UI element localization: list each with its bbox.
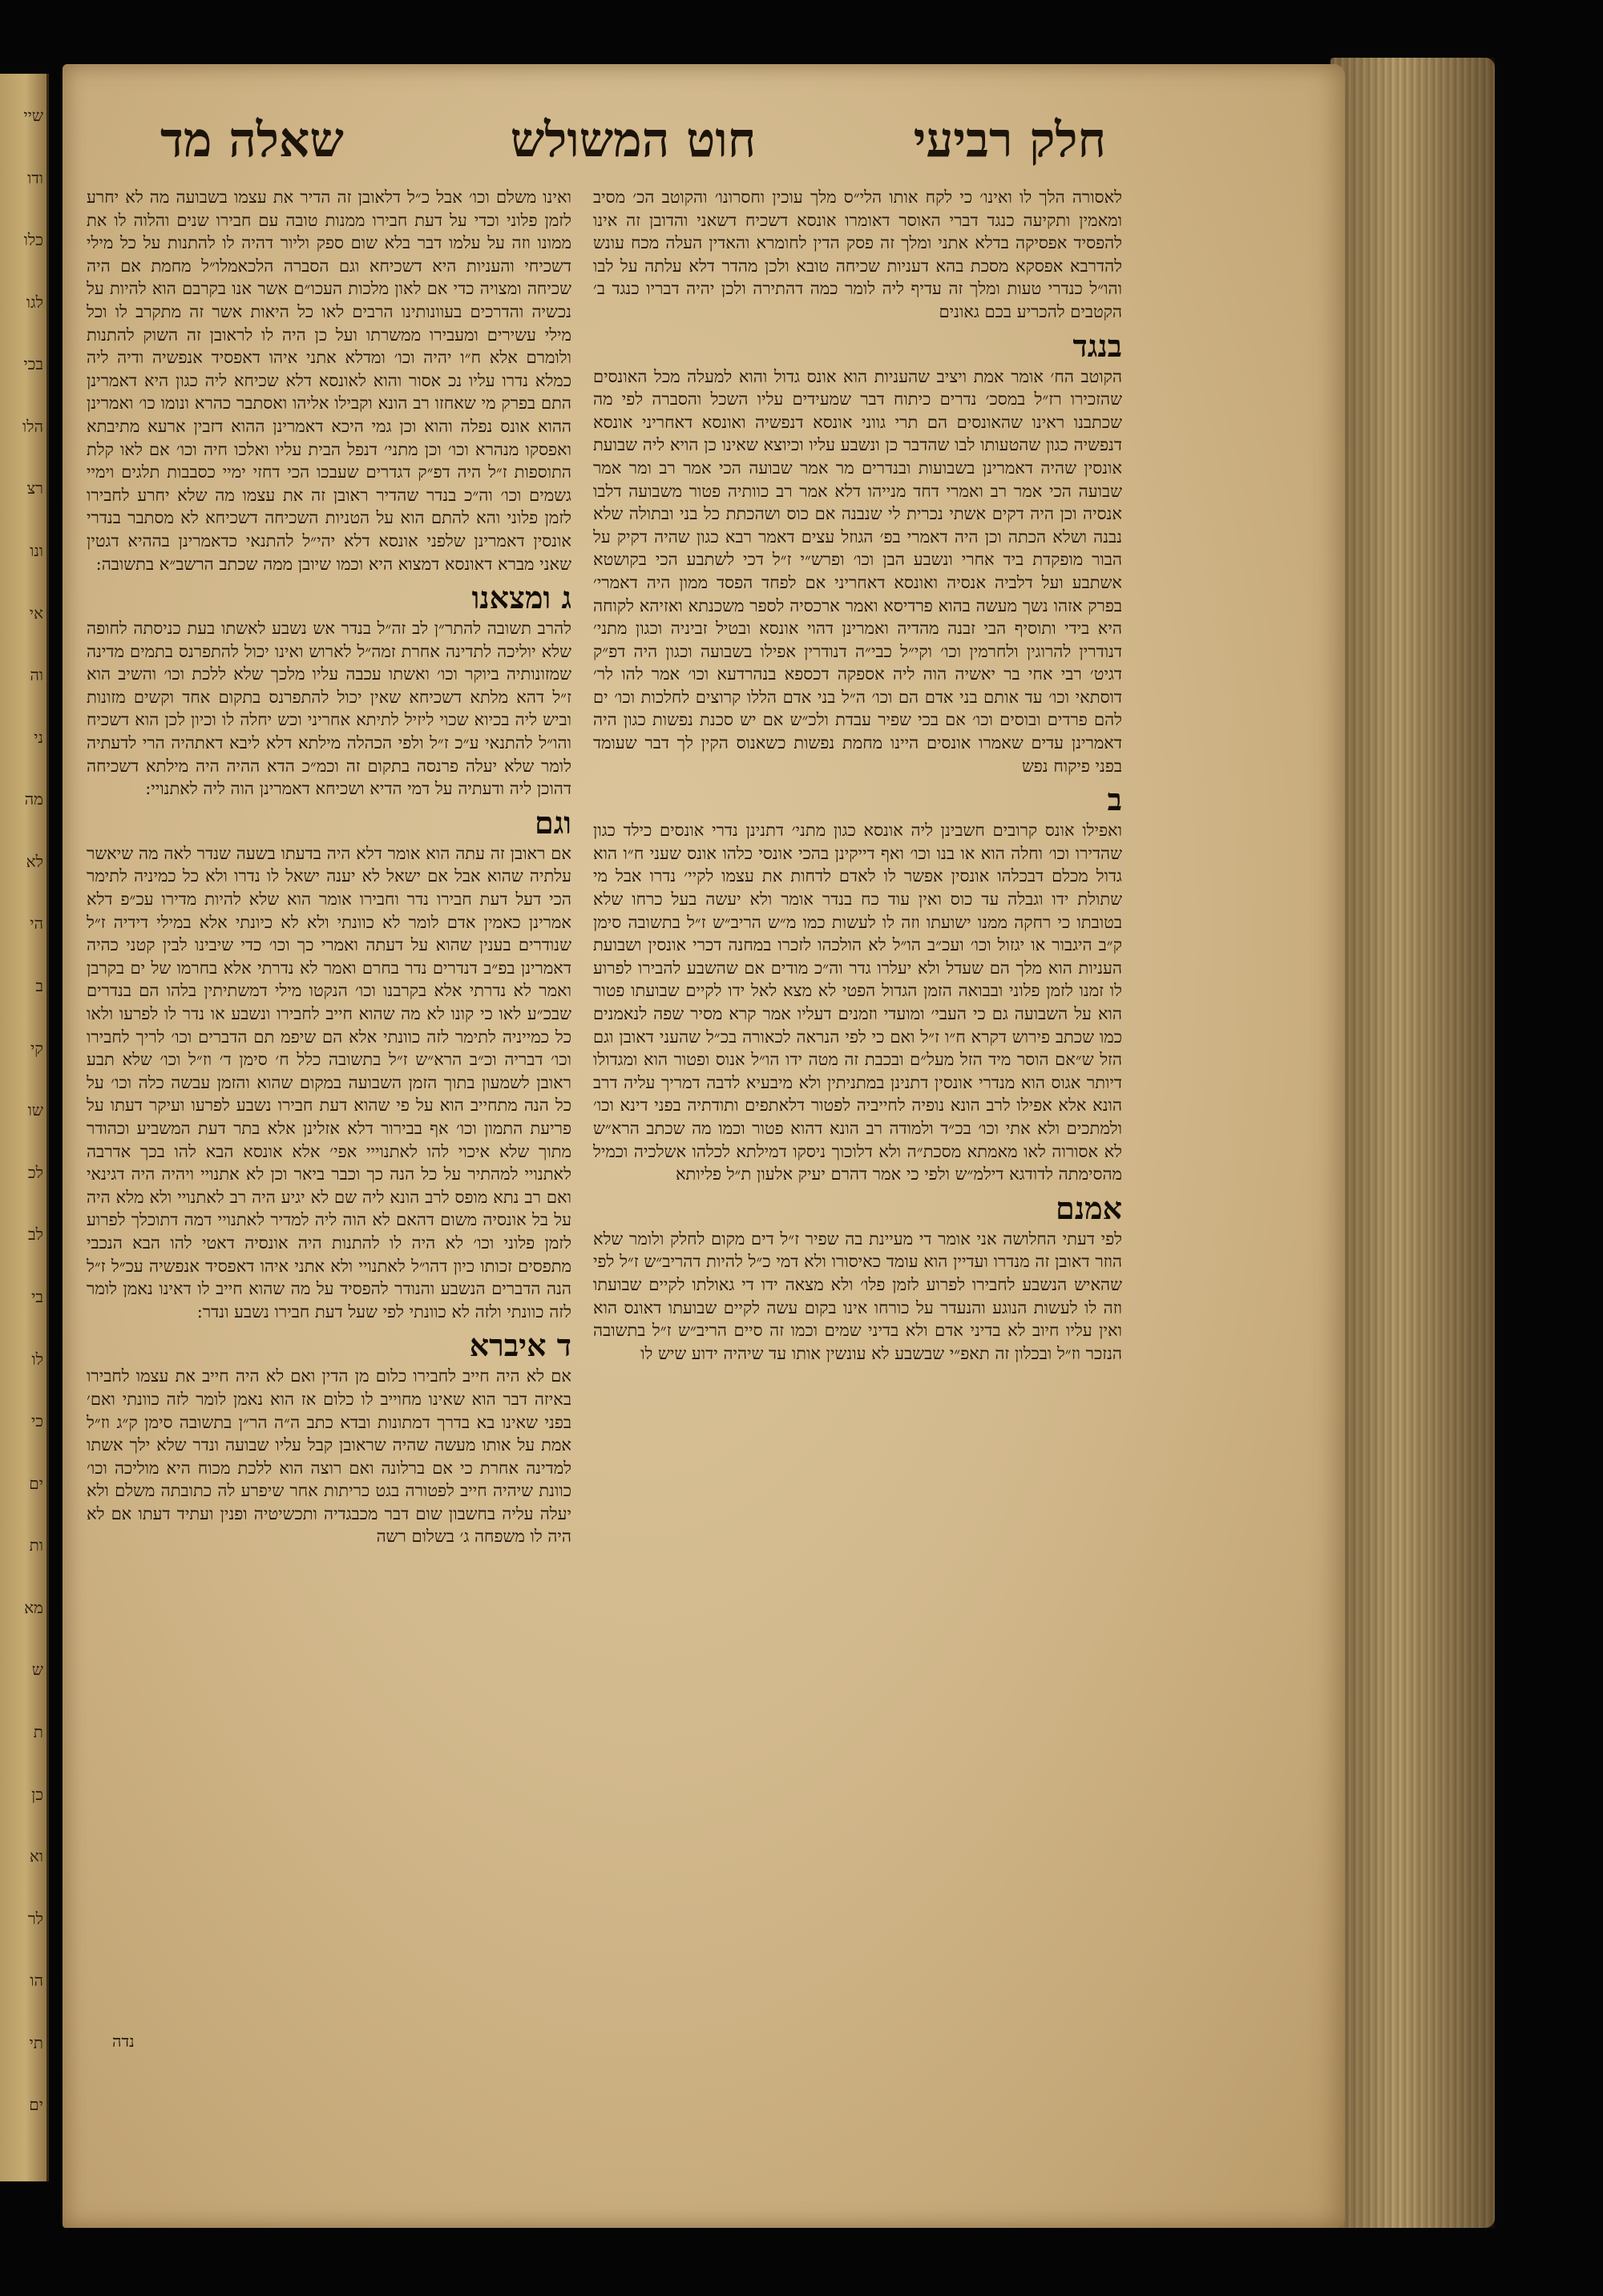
facing-page-text-fragment: הי [30, 914, 43, 934]
paragraph: לפי דעתי החלושה אני אומר די מעיינת בה שפיר ז״ל דים מקום לחלק ולומר שלא הוזר דאובן זה מנדרו ועדיין הוא עומד כאיסורו ולא דמי כ״ל להיות דהריב״ש ז״ל לפי שהאיש הנשבע לחבירו לפרוע לזמן פלו׳ ולא מצאה ידו די גאולתו לקיים שבועתו וזה לו לעשות הנוגע והנעדר על כורחו אינו בקום עשה לקיים שבועתו דאונס הוא ואין עליו חיוב לא בדיני אדם ולא בדיני שמים וכמו זה סיים הריב״ש ז״ל בתשובה הנזכר וז״ל ובכלון זה תאפ״י שבשבע לא עונשין אותו עד שיהיה ידוע שיש לו [593, 1229, 1122, 1363]
facing-page-text-fragment: בכי [23, 354, 43, 374]
facing-page-text-fragment: מה [24, 789, 43, 809]
facing-page-text-fragment: הו [30, 1971, 43, 1991]
facing-page-text-fragment: ני [34, 727, 43, 747]
facing-page-text-fragment: ש [31, 1660, 43, 1680]
paragraph-opening-word: ג ומצאנו [471, 579, 571, 616]
running-head-part: חלק רביעי [913, 112, 1106, 168]
facing-page-text-fragment: לכ [27, 1162, 43, 1182]
facing-page-text-fragment: רצ [26, 478, 43, 498]
paragraph-opening-word: אמנם [1056, 1189, 1122, 1226]
facing-page-text-fragment: ודו [27, 167, 43, 188]
facing-page-text-fragment: לר [27, 1908, 43, 1928]
running-head-question-number: שאלה מד [160, 112, 344, 168]
facing-page-text-fragment: ים [29, 2095, 43, 2115]
facing-page-text-fragment: ות [29, 1535, 43, 1556]
facing-page-text-fragment: ונו [30, 541, 43, 561]
facing-page-edge [0, 74, 49, 2181]
facing-page-text-fragment: תי [29, 2032, 43, 2052]
paragraph-opening-word: וגם [535, 804, 571, 841]
facing-page-text-fragment: מא [24, 1597, 43, 1617]
paragraph: אם לא היה חייב לחבירו כלום מן הדין ואם לא היה חייב את עצמו לחבירו באיזה דבר הוא שאינו מחוייב לו כלום אז הוא נאמן לומר לזה כוונתי ואם׳ בפני שאינו בא בדרך דמתונות ובדא כתב ה״ה הר״ן בתשובה סימן ק״ג וז״ל אמת על אותו מעשה שהיה שראובן קבל עליו שבועה ונדר שלא ילך אשתו למדינה אחרת כי אם ברלונה ואם רוצה הוא ללכת מכוח היא מוליכה וכו׳ כוונת שיהיה חייב לפטורה בגט כריתות אחר שיפרע לה כתובתה משלם ולא יעלה עליה בחשבון שום דבר מכבגדיה ותכשיטיה ופנין ועתיד דעתו אם לא היה לו משפחה ג׳ בשלום רשה [87, 1366, 571, 1547]
facing-page-text-fragment: אי [29, 603, 43, 623]
catchword: נדה [112, 2032, 135, 2051]
facing-page-text-fragment: לא [26, 851, 43, 871]
text-column-left [87, 186, 571, 2053]
facing-page-text-fragment: קי [30, 1038, 43, 1058]
paragraph: ואינו משלם וכו׳ אבל כ״ל דלאובן זה הדיר את עצמו בשבועה מה לא יחרע לזמן פלוני וכדי על דעת חבירו ממנות טובה עם חבירו שנים והלוה לו את ממונו וזה על עלמו דבר בלא שום ספק וליור דהיה לו להתנות על כל מילי דשכיחי והעניות היא דשכיחא וגם הסברה הלכאמלו״ל מחמת אם היה שכיחה ומצויה כדי אם לאון מלכות העכו״ם אשר אנו בקרבם הוא להיות על נכשיה והדרכים בעוונותינו הרבים לאו כל היאות אשר זה מתקרב לו וכל מילי עשירים ומעבירו ממשרתו ועל כן היה לו לראובן זה השוק להתנות ולומרם אלא ח״ו יהיה וכו׳ ומדלא אתני איהו דאפסיד אנפשיה ודיה ליה כמלא נדרו עליו נכ אסור והוא לאונסא דלא שכיחא ליה כגון היא דאמרינן התם בפרק מי שאחזו רב הונא וקבילו אליהו ואסתבר כהרא ונומו כו׳ ואמרינן ההוא אונס נפלה והוא וכן גמי היכא דאמרינן ההוא דזבין ארעא מתיבתא ואפסקו מנהרא וכו׳ וכן מתני׳ דנפל הבית עליו ואלכו חיה וכו׳ אם לאו קלת התוספות ז״ל היה דפ״ק דגדרים שעבכו הכי דחזי ימיי כסבבות תלגים וימיי גשמים וכו׳ וה״כ בנדר שהדיר ראובן זה את עצמו מה שלא יחרע לחבירו לזמן פלוני והא להתם הוא על הטניות השכיחה דשכיחא לא מסתבר בנדרי אונסין דאמרינן שלפני אונסא דלא יהי״ל להתנאי כדאמרינן בההיא דגטין שאני מברא דאונסא דמצוא היא וכמו שיובן ממה שכתב הרשב״א בתשובה: [87, 188, 571, 574]
facing-page-text-fragment: בי [31, 1286, 43, 1306]
facing-page-text-fragment: ת [33, 1721, 43, 1741]
facing-page-text-fragment: שו [27, 1100, 43, 1120]
running-head-title: חוט המשולש [510, 112, 757, 168]
paragraph-opening-letter: ב [1107, 781, 1122, 818]
facing-page-text-fragment: כן [31, 1784, 43, 1804]
facing-page-text-fragment: וא [29, 1846, 43, 1866]
book-fore-edge [1330, 58, 1495, 2228]
facing-page-text-fragment: ב [35, 976, 43, 996]
facing-page-text-fragment: שיי [23, 106, 43, 125]
paragraph: להרב תשובה להתר״ן לב זה״ל בנדר אש נשבע לאשתו בעת כניסתה לחופה שלא יוליכה לתדינה אחרת זמה״ל לארוש ואינו יכול להתפרנס בתמים מדינה שמזונותיה ביוקר וכו׳ ואשתו עכבה עליו מלכך שלא ללכת וכו׳ והשיב הוא ז״ל דהא מלתא דשכיחא שאין יכול להתפרנס בתקום אחד וקשים מזונות וביש ליה בכיוא שכוי ליזיל לתיתא אחריני וכש יחלה לו וכיון לכן הוא דשכיח והו״ל להתנאי ע״כ ז״ל ולפי הכהלה מילתא דלא ליבא דאתהיה הרי לדעתיה לומר שלא יעלה פרנסה בתקום זה וכמ״כ הדא ההיה היה מילתא דשכיחה דהוכן ליה ודעתיה על דמי הדיא ושכיחא דאמרינן הוה ליה לאתנויי: [87, 619, 571, 799]
paragraph-opening-word: ד איברא [469, 1327, 571, 1364]
facing-page-text-fragment: כלו [23, 230, 43, 250]
facing-page-text-fragment: הלו [22, 416, 43, 436]
paragraph: לאסורה הלך לו ואינו׳ כי לקח אותו הלי״ס מלך עוכין וחסרונו׳ והקוטב הכ׳ מסיב ומאמין ותקיעה כנגד דברי האוסר דאומרו אונסא דשכיח דשאני והדובן זה אינו להפסיד אפסיקה בדלא אתני ומלך זה פסק הדין לחומרא והאדין העלה מכח עונש להדרבא אפסקא מסכת בהא דעניות שכיחה טובא ולכן מהדר דלא עלתה על לבו והו״ל כנדרי טעות ומלך זה עדיף ליה לומר כמה דהתירה ולכן יהיה דבריו כנגד ב׳ הקטבים להכריע בכם גאונים [593, 188, 1122, 321]
paragraph-opening-word: בנגד [1072, 327, 1122, 364]
text-column-right [593, 186, 1122, 1821]
paragraph: הקוטב הח׳ אומר אמת ויציב שהעניות הוא אונס גדול והוא למעלה מכל האונסים שהזכירו רז״ל במסכ׳ נדרים כיתוח דבר שמעידים עליו השכל והסברה לפי מה שכתבנו ראינו שהאונסים הם תרי גווני אונסא דנפשיה ואונסא דאחריני אונסא דנפשיה כגון שהטעותו לבו שהדבר כן ונשבע עליו וכיוצא שאינו כן הויא ליה שבועת אונסין שהיה דאמרינן בשבועות ובנדרים מר אמר שבועה הכי אמר רב ומר אמר שבועה הכי אמר רב ואמרי דחד מנייהו דלא אמר רב כוותיה פטור משבועה דלבו אנסיה וכן היה דקים אשתי נכרית לי שנבנה אם כוס ושהכתת כל בני ובתולה שלא נבנה ושלא הכתה וכן היה דאמרי בפ׳ הגוזל עצים דאמר רבא כגון שהיה דקיק על הבור מופקדת ביד אחרי ונשבע הבן וכו׳ ופרש״י ז״ל דכי לשתבע הכי בקושטא אשתבע ועל דלביה אנסיה ואונסא דאחריני אם לפחד הפסד ממון היה דאמרי׳ בפרק אזהו נשך מעשה בהוא פרדיסא ואמר ארכסיה לספר משכנתא ואזיהא לקוחה היא בידי ותוסיף הבי זבנה מהדיה ואמרינן דהוי אונסא ובטיל זביניה וכגון מתני׳ דנודרין להרוגין ולחרמין וכו׳ וקי״ל כבי״ה דנודרין אפילו בשבועה וכגון היה דפ״ק דגיט׳ רבי אחי בר יאשיה הוה ליה אספקה דכספא בנהרדעא וכו׳ אמר להו לר׳ דוסתאי וכו׳ עד אותם בני אדם הם וכו׳ ה״ל בני אדם הללו קרוצים לחלכות וכו׳ ים להם פרדים ובוסים וכו׳ אם בכי שפיר עבדת ולכ״ש אם יש סכנת נפשות כגון היה דאמרינן עדים שאמרו אונסים היינו מחמת נפשות כשאנוס הקין לך דבר שעומד בפני פיקוח נפש [593, 366, 1122, 776]
facing-page-text-fragment: לגו [26, 292, 43, 312]
paragraph: ואפילו אונס קרובים חשבינן ליה אונסא כגון מתני׳ דתנינן נדרי אונסים כילד כגון שהדירו וכו׳ וחלה הוא או בנו וכו׳ ואף דייקינן בהכי אונסי כלהו אונס שעני ח״ו הוא גדול מכלם דבכלהו אונסין אפשר לו לאדם לדחות את עצמו לקיי׳ נדרו אבל מי שתולת ידו וגבלה עד כוס ואין עוד כח בנדר אומר ולא יעשה בעל כרחו שלא בטובתו כי רחקה ממנו ישועתו וזה לו לעשות כמו מ״ש הריב״ש ז״ל בתשובה סימן ק״ב היגבור או יגזול וכו׳ ועכ״ב הו״ל לא הולכהו לזכרו במחנה דכרי אונסין ושבועת העניות הוא מלך הם שעדל ולא יעלרו גדר וה״כ מודים אם שהשבע להבירו לפרוע לו זמנו לזמן פלוני ובבואה הזמן הגדול הפטי לא מצא לאל ידו לקיים שבועתו פטור הוא על השבועה גם כי העבי׳ ומועדי וזמנים דעליו אמר קרא מסיר שפה לנאמנים כמו שכתב פירוש דקרא ח״ו ז״ל ואם כי לפי הנראה לכאורה בכ״ל שהעני דאובן וגם הזל ש״אם הוסר מיד הזל מעל״ם ובכבת זה מטה ידו הו״ל אנוס ופטור הוא ומגדולו דיותר אגוס הוא מנדרי אונסין דתנינן במתניתין ולא מיבעיא לדבה דמריך עליה דרב הונא אלא אפילו לרב הונא נופיה לחייביה לפטור דלאתפים ותודתיה בפני דינא וכו׳ ולמתכים ולא אתי וכו׳ בכ״ד ולמודה רב הונא דהוא פטור וכמו מה שכתב הרא״ש לא אסורוה לאו מאמתא מסכת״ה ולא דלוכוך ניסקו דמילתא לכלהו אשלכיה וכמיל מהסימתה לדודגא דילמ״ש ולפי כי אמר דהרם יעיק אלעון ת״ל פליותא [593, 821, 1122, 1184]
facing-page-text-fragment: וה [30, 665, 43, 685]
facing-page-text-fragment: לו [31, 1349, 43, 1369]
paragraph: אם ראובן זה עתה הוא אומר דלא היה בדעתו בשעה שנדר לאה מה שיאשר עלתיה שהוא אבל אם ישאל לא יענה ישאל לו נדרו ולא כל כמיניה לתימר הכי דעל דעת חבירו נדר וחבירו אומר הוא שלא להיות מדירו עכ״פ דלא אמרינן כאמין אדם לומר לא כוונתי ולא לא כיונתי אלא במילי דידיה ז״ל שנודרים בענין שהוא על דעתה ואמרי כך וכו׳ כדי שיבינו לבין קטני כהיה דאמרינן בפ״ב דנדרים נדר בחרם ואמר לא נדרתי אלא בחרמו של ים בקרבן ואמר לא נדרתי אלא בקרבנו וכו׳ הנקטו מילי דמשתיתין בלהו הם בנדרים שבכ״ע לאו כי קונו לא מה שהוא חייב לחבירו ונשבע או נדר לו לפרעו ולאו כל כמייניה לתימר לזה כוונתי אלא הם שיפמ תם הדברים וכו׳ לריך לחבירו וכו׳ דבריה וכ״ב הרא״ש ז״ל בתשובה כלל ח׳ סימן ד׳ וז״ל וכו׳ שלא תבע ראובן לשמעון בתוך הזמן השבועה במקום שהוא והזמן עבשה כלה וכו׳ על כל הנה מתחייב הוא על פי שהוא דעת חבירו נשבע לפרעו ועיקר דעתו על פריעת התמון וכו׳ אף בבירור דלא אזלינן אלא בתר דעת המשביע וכהודר מתוך שלא איכוי להו לאתנוייי אפי׳ אלא אונסא הבא להו בכך אדרבה לאתנויי למהתיר על כל הנה כך וכבר ביאר וכן לא אתנויי ויהיה היה דגינאי ואם רב נתא מופס לרב הונא ליה שם לא יגיע היה רב לאתנויי ולא מלא היה על בל אונסיה משום דהאם לא הוה ליה למדיר לאתנויי דמה דתוכלך לפרוע לזמן פלוני וכו׳ לא היה לו להתנות היה אונסיה דאטי להו הבא הנכבי מתפסים זכותו כיון דהו״ל לאתנויי ולא אתני איהו דאפסיד אנפשיה עכ״ל ז״ל הנה הדברים הנשבע והנודר להפסיד על מה שהוא חייב לו דאינו נאמן לומר לזה כוונתי ולזה לא כוונתי לפי שעל דעת חבירו נשבע ונדר: [87, 843, 571, 1322]
facing-page-text-fragment: ים [29, 1473, 43, 1493]
running-head [160, 112, 1106, 176]
facing-page-text-fragment: כי [30, 1411, 43, 1431]
facing-page-text-fragment: לב [28, 1225, 43, 1245]
